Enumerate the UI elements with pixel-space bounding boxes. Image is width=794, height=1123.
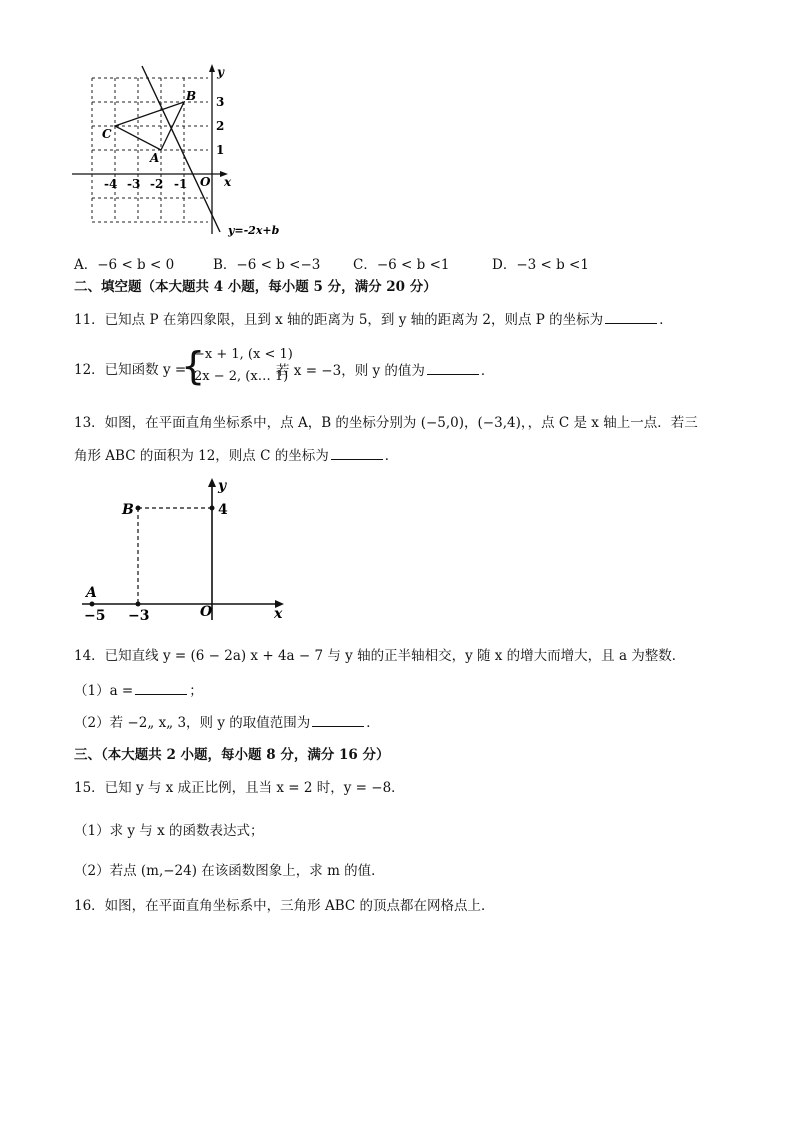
point-b-label: B	[186, 89, 197, 103]
section-2-title: 二、填空题（本大题共 4 小题，每小题 5 分，满分 20 分）	[74, 279, 437, 295]
y-tick-label: 3	[216, 95, 225, 109]
question-14: 14．已知直线 y = (6 − 2a) x + 4a − 7 与 y 轴的正半轴相交，y 随 x 的增大而增大，且 a 为整数．	[74, 648, 686, 664]
answer-blank	[312, 713, 364, 727]
question-15-part-2: （2）若点 (m,−24) 在该函数图象上，求 m 的值．	[74, 863, 385, 879]
x-tick-label: -3	[127, 177, 141, 191]
piecewise-brace: {	[181, 344, 206, 388]
line-label: y=-2x+b	[228, 224, 280, 237]
y-tick-label: 2	[216, 119, 225, 133]
point-a-label: A	[86, 585, 97, 601]
question-14-part-1: （1）a = ；	[74, 683, 203, 699]
option-d: D．−3 < b <1	[492, 257, 589, 273]
x-tick-label: -1	[174, 177, 188, 191]
y-axis-label: y	[218, 478, 227, 494]
y-tick-label: 1	[216, 143, 225, 157]
triangle-abc	[115, 102, 184, 150]
option-b: B．−6 < b <−3	[213, 257, 321, 273]
y-tick-label: 4	[218, 502, 228, 518]
question-11: 11．已知点 P 在第四象限，且到 x 轴的距离为 5，到 y 轴的距离为 2，则点 P 的坐标为 ．	[74, 312, 673, 328]
answer-blank	[135, 681, 187, 695]
piecewise-case-2: 2x − 2, (x… 1)	[194, 369, 289, 384]
point-c-label: C	[102, 127, 112, 141]
figure-2	[78, 474, 298, 624]
x-tick-label: -4	[104, 177, 118, 191]
answer-blank	[427, 361, 479, 375]
answer-blank	[331, 446, 383, 460]
question-13-line-1: 13．如图，在平面直角坐标系中，点 A，B 的坐标分别为 (−5,0)，(−3,4)，，点 C 是 x 轴上一点．若三	[74, 415, 698, 431]
x-tick-label: −3	[128, 608, 150, 624]
question-14-part-2: （2）若 −2„ x„ 3，则 y 的取值范围为 ．	[74, 715, 380, 731]
option-a: A．−6 < b < 0	[74, 257, 175, 273]
point-a-label: A	[150, 151, 160, 165]
y-axis-label: y	[217, 65, 224, 79]
option-c: C．−6 < b <1	[353, 257, 450, 273]
x-axis-label: x	[224, 175, 232, 189]
point-b	[136, 506, 141, 511]
question-15: 15．已知 y 与 x 成正比例，且当 x = 2 时，y = −8．	[74, 780, 405, 796]
x-tick-label: -2	[150, 177, 164, 191]
y-axis-arrow	[208, 478, 216, 487]
point-a	[90, 602, 95, 607]
question-12-prefix: 12．已知函数 y =	[74, 362, 187, 378]
question-16: 16．如图，在平面直角坐标系中，三角形 ABC 的顶点都在网格点上．	[74, 898, 495, 914]
origin-label: O	[200, 604, 213, 620]
question-15-part-1: （1）求 y 与 x 的函数表达式；	[74, 823, 264, 839]
origin-label: O	[200, 175, 211, 189]
point-4-on-y	[210, 506, 215, 511]
piecewise-case-1: −x + 1, (x < 1)	[194, 347, 293, 362]
point-neg3	[136, 602, 141, 607]
line-y-neg2x-b	[142, 66, 220, 232]
question-13-line-2: 角形 ABC 的面积为 12，则点 C 的坐标为 ．	[74, 448, 399, 464]
question-12-suffix: 若 x = −3，则 y 的值为 ．	[276, 363, 495, 379]
question-11-text: 11．已知点 P 在第四象限，且到 x 轴的距离为 5，到 y 轴的距离为 2，则点 P 的坐标为	[74, 312, 604, 328]
x-tick-label: −5	[84, 608, 106, 624]
point-b-label: B	[122, 502, 134, 518]
section-3-title: 三、（本大题共 2 小题，每小题 8 分，满分 16 分）	[74, 747, 390, 763]
figure-1	[68, 62, 298, 242]
y-axis-arrow	[209, 64, 215, 72]
x-axis-label: x	[274, 606, 283, 622]
answer-blank	[605, 310, 657, 324]
